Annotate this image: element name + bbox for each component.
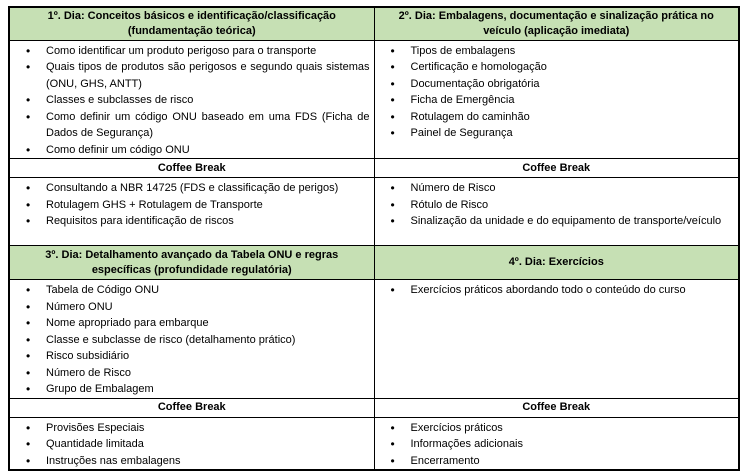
bullet-icon: • [26, 181, 31, 195]
topic-text: Rotulagem do caminhão [410, 110, 530, 123]
topic-item [375, 436, 739, 453]
day1-header-cell [9, 7, 374, 40]
topic-text: Número de Risco [410, 182, 496, 194]
topic-item [375, 125, 739, 142]
day2-title-line2: veículo (aplicação imediata) [483, 24, 630, 37]
bullet-icon: • [390, 181, 395, 195]
topic-text: Consultando a NBR 14725 (FDS e classificação de perigos) [46, 182, 339, 194]
day1-session1-cell [9, 40, 374, 159]
bullet-icon: • [26, 142, 31, 157]
topic-text: Tabela de Código ONU [46, 284, 160, 296]
topic-text: Rotulagem GHS + Rotulagem de Transporte [46, 198, 263, 211]
bullet-icon: • [390, 197, 395, 212]
topic-text: Número ONU [46, 300, 113, 313]
coffee-break-cell [374, 159, 739, 178]
day4-session2-cell [374, 417, 739, 470]
topic-item [375, 76, 739, 93]
topic-text: Tipos de embalagens [410, 44, 516, 57]
topic-list [10, 418, 374, 470]
topic-text: Requisitos para identificação de riscos [46, 215, 234, 227]
bullet-icon: • [26, 365, 31, 380]
coffee-break-row-2 [9, 398, 739, 417]
topic-text: Provisões Especiais [46, 421, 145, 434]
topic-item [375, 43, 739, 60]
topic-item [10, 59, 374, 92]
bullet-icon: • [26, 214, 31, 228]
coffee-break-cell [9, 398, 374, 417]
topics-row-days-3-4-morning [9, 280, 739, 399]
bullet-icon: • [390, 93, 395, 107]
bullet-icon: • [26, 60, 31, 74]
bullet-icon: • [26, 437, 31, 451]
topic-item [375, 92, 739, 109]
day2-header-cell [374, 7, 739, 40]
topic-item [10, 315, 374, 332]
bullet-icon: • [26, 420, 31, 435]
topics-row-days-1-2-afternoon [9, 178, 739, 246]
topic-list [10, 178, 374, 230]
topic-text: Informações adicionais [410, 438, 524, 450]
coffee-break-cell [374, 398, 739, 417]
day4-title-line1: 4º. Dia: Exercícios [508, 256, 604, 268]
coffee-break-row-1 [9, 159, 739, 178]
topic-list [375, 178, 739, 230]
topic-item [375, 453, 739, 470]
topic-item [375, 282, 739, 299]
coffee-break-label: Coffee Break [157, 401, 226, 413]
topic-text: Grupo de Embalagem [46, 383, 154, 395]
topic-item [375, 59, 739, 76]
day1-session2-cell [9, 178, 374, 246]
bullet-icon: • [390, 420, 395, 435]
topic-text: Quais tipos de produtos são perigosos e segundo quais sistemas (ONU, GHS, ANTT) [46, 61, 370, 90]
bullet-icon: • [26, 93, 31, 107]
topic-text: Encerramento [410, 454, 480, 467]
bullet-icon: • [390, 453, 395, 468]
topic-item [10, 282, 374, 299]
topic-text: Nome apropriado para embarque [46, 317, 209, 329]
bullet-icon: • [390, 126, 395, 140]
topic-item [375, 213, 739, 230]
topic-item [10, 332, 374, 349]
topic-text: Documentação obrigatória [410, 77, 540, 90]
topic-item [10, 299, 374, 316]
topic-text: Exercícios práticos [410, 421, 503, 434]
bullet-icon: • [26, 349, 31, 363]
day3-title-line2: específicas (profundidade regulatória) [91, 263, 292, 276]
topic-item [10, 348, 374, 365]
bullet-icon: • [390, 60, 395, 74]
topic-text: Número de Risco [46, 366, 131, 379]
bullet-icon: • [26, 453, 31, 468]
topic-list [10, 41, 374, 159]
topic-item [375, 197, 739, 214]
topic-list [375, 41, 739, 142]
bullet-icon: • [390, 109, 395, 124]
day1-title-line2: (fundamentação teórica) [127, 24, 256, 37]
coffee-break-label: Coffee Break [522, 161, 591, 174]
bullet-icon: • [26, 332, 31, 347]
topic-item [10, 420, 374, 437]
course-schedule-table [8, 6, 740, 471]
bullet-icon: • [26, 43, 31, 58]
topics-row-days-3-4-afternoon [9, 417, 739, 470]
day3-title-line1: 3º. Dia: Detalhamento avançado da Tabela ONU e regras [45, 248, 339, 261]
topic-list [10, 280, 374, 398]
topic-text: Exercícios práticos abordando todo o conteúdo do curso [410, 284, 686, 296]
bullet-icon: • [390, 214, 395, 228]
bullet-icon: • [390, 43, 395, 58]
header-row-days-1-2 [9, 7, 739, 40]
topic-text: Certificação e homologação [410, 61, 547, 73]
day3-session2-cell [9, 417, 374, 470]
topic-text: Instruções nas embalagens [46, 454, 181, 467]
topics-row-days-1-2-morning [9, 40, 739, 159]
bullet-icon: • [26, 316, 31, 330]
topic-item [10, 180, 374, 197]
day3-header-cell [9, 246, 374, 280]
bullet-icon: • [390, 437, 395, 451]
topic-text: Painel de Segurança [410, 127, 513, 139]
coffee-break-label: Coffee Break [157, 161, 226, 174]
day2-session1-cell [374, 40, 739, 159]
topic-text: Rótulo de Risco [410, 198, 489, 211]
topic-list [375, 418, 739, 470]
bullet-icon: • [26, 283, 31, 297]
bullet-icon: • [26, 109, 31, 124]
day3-session1-cell [9, 280, 374, 399]
topic-text: Classes e subclasses de risco [46, 94, 194, 106]
topic-text: Quantidade limitada [46, 438, 144, 450]
topic-item [10, 142, 374, 159]
topic-text: Sinalização da unidade e do equipamento de transporte/veículo [410, 215, 722, 227]
coffee-break-label: Coffee Break [522, 401, 591, 413]
topic-text: Classe e subclasse de risco (detalhamento prático) [46, 333, 296, 346]
topic-item [10, 453, 374, 470]
coffee-break-cell [9, 159, 374, 178]
topic-item [10, 43, 374, 60]
topic-item [10, 436, 374, 453]
header-row-days-3-4 [9, 246, 739, 280]
topic-text: Como definir um código ONU [46, 143, 190, 156]
topic-item [10, 381, 374, 398]
topic-item [10, 197, 374, 214]
bullet-icon: • [26, 382, 31, 396]
topic-item [375, 180, 739, 197]
topic-item [10, 92, 374, 109]
topic-item [375, 109, 739, 126]
bullet-icon: • [26, 299, 31, 314]
topic-item [10, 109, 374, 142]
bullet-icon: • [26, 197, 31, 212]
topic-item [375, 420, 739, 437]
day2-session2-cell [374, 178, 739, 246]
day2-title-line1: 2º. Dia: Embalagens, documentação e sinalização prática no [398, 9, 714, 22]
topic-text: Como definir um código ONU baseado em uma FDS (Ficha de Dados de Segurança) [46, 110, 370, 139]
topic-list [375, 280, 739, 299]
topic-item [10, 365, 374, 382]
topic-text: Como identificar um produto perigoso para o transporte [46, 44, 317, 57]
day1-title-line1: 1º. Dia: Conceitos básicos e identificação/classificação [47, 9, 336, 22]
day4-session1-cell [374, 280, 739, 399]
bullet-icon: • [390, 283, 395, 297]
topic-item [10, 213, 374, 230]
topic-text: Ficha de Emergência [410, 94, 515, 106]
topic-text: Risco subsidiário [46, 350, 130, 362]
bullet-icon: • [390, 76, 395, 91]
day4-header-cell [374, 246, 739, 280]
